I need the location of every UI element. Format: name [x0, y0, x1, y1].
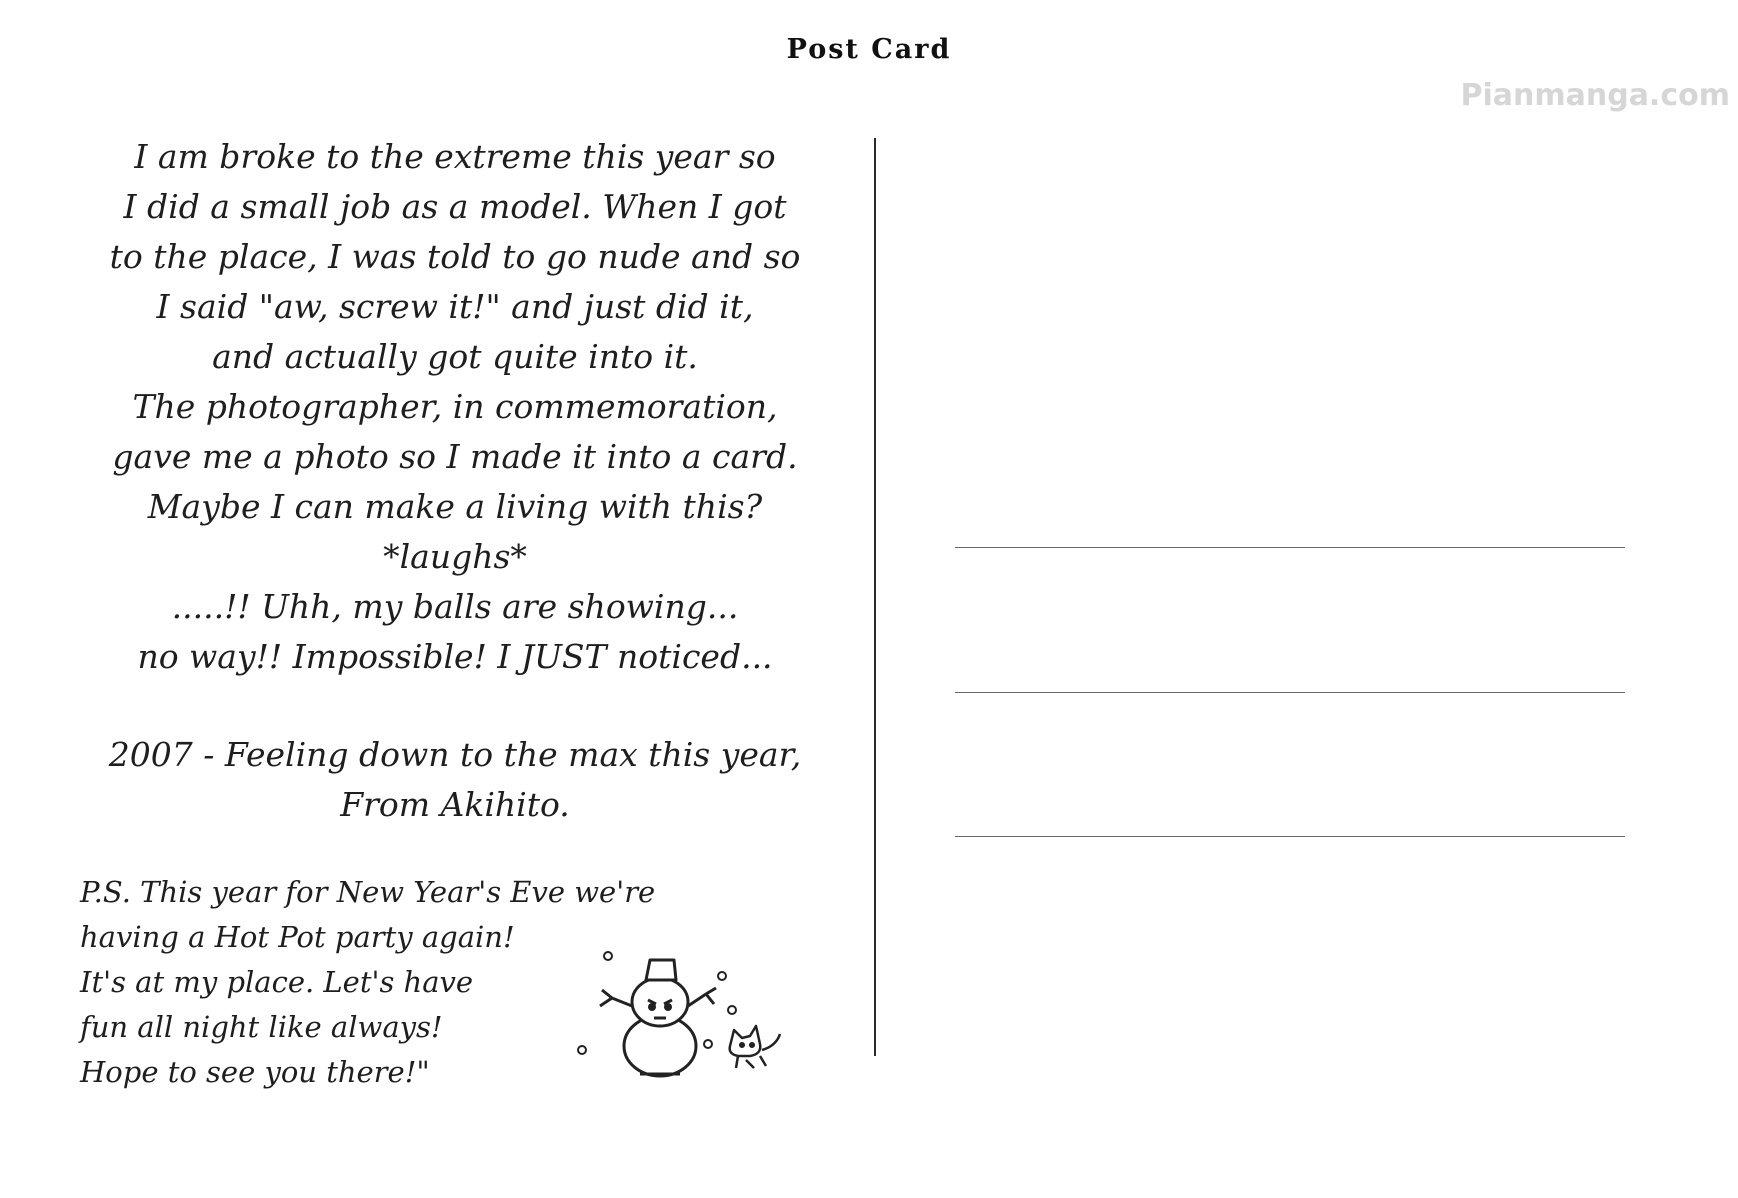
postscript-line: Hope to see you there!" — [80, 1055, 430, 1089]
signoff-line: From Akihito. — [340, 785, 570, 824]
address-line — [955, 692, 1625, 693]
message-line: gave me a photo so I made it into a card. — [112, 437, 798, 476]
postscript-line: having a Hot Pot party again! — [80, 920, 515, 954]
message-line: I did a small job as a model. When I got — [123, 187, 787, 226]
message-line: and actually got quite into it. — [212, 337, 698, 376]
message-line: Maybe I can make a living with this? — [147, 487, 763, 526]
postscript-line: fun all night like always! — [80, 1010, 443, 1044]
postscript-line: It's at my place. Let's have — [80, 965, 474, 999]
message-body — [60, 132, 850, 682]
message-line: I am broke to the extreme this year so — [134, 137, 776, 176]
snowman-icon — [600, 960, 716, 1076]
message-line: no way!! Impossible! I JUST noticed... — [137, 637, 773, 676]
address-line — [955, 547, 1625, 548]
message-line: to the place, I was told to go nude and so — [109, 237, 801, 276]
message-line: .....!! Uhh, my balls are showing... — [171, 587, 739, 626]
postscript-line: P.S. This year for New Year's Eve we're — [80, 875, 656, 909]
message-line: The photographer, in commemoration, — [132, 387, 778, 426]
card-title: Post Card — [786, 34, 952, 65]
snowman-doodle — [570, 950, 800, 1080]
address-line — [955, 836, 1625, 837]
card-divider — [874, 138, 876, 1056]
signoff-line: 2007 - Feeling down to the max this year, — [108, 735, 802, 774]
message-line: *laughs* — [383, 537, 527, 576]
watermark-logo: Pianmanga.com — [1460, 78, 1730, 113]
signoff — [60, 730, 850, 830]
message-line: I said "aw, screw it!" and just did it, — [156, 287, 754, 326]
cat-icon — [730, 1026, 780, 1068]
